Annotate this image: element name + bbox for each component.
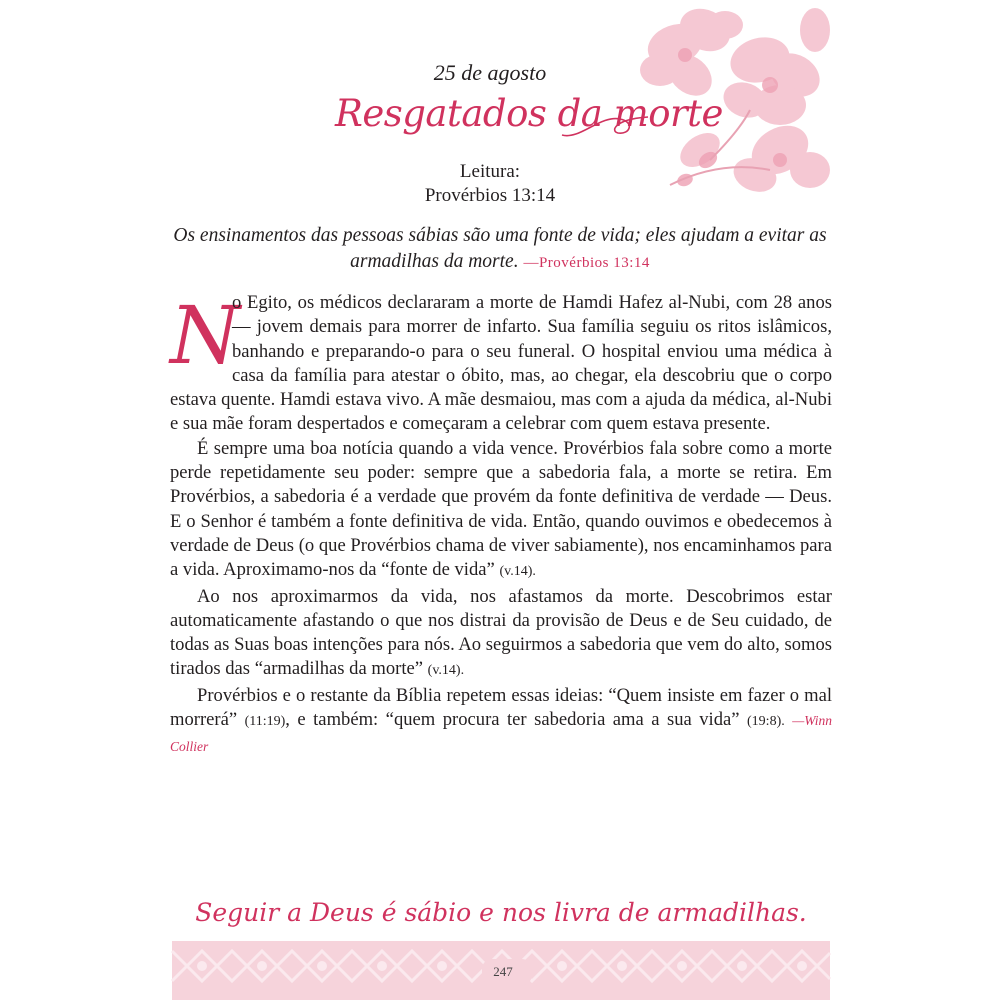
paragraph-1	[170, 291, 832, 437]
paragraph-4a-text: Provérbios e o restante da Bíblia repetem essas ideias: “Quem insiste em fazer o mal morrerá”	[170, 684, 832, 731]
devotional-body	[170, 291, 832, 760]
paragraph-4b-text: , e também: “quem procura ter sabedoria ama a sua vida”	[285, 709, 740, 731]
paragraph-3-text: Ao nos aproximarmos da vida, nos afastamos da morte. Descobrimos estar automaticamente afastando o que nos distrai da provisão de Deus e de Seu cuidado, de todas as Suas boas intenções para nós. Ao seguirmos a sabedoria que vem do alto, somos tirados das “armadilhas da morte”	[170, 585, 832, 680]
title-swash-ornament	[560, 105, 650, 145]
devotional-title: Resgatados da morte	[335, 92, 723, 135]
paragraph-2-text: É sempre uma boa notícia quando a vida vence. Provérbios fala sobre como a morte perde repetidamente seu poder: sempre que a sabedoria fala, a morte se retira. Em Provérbios, a sabedoria é a verdade que provém da fonte definitiva de verdade — Deus. E o Senhor é também a fonte definitiva de vida. Então, quando ouvimos e obedecemos à verdade de Deus (o que Provérbios chama de viver sabiamente), nos encaminhamos para a vida. Aproximamo-nos da “fonte de vida”	[170, 437, 832, 581]
svg-text:N: N	[170, 289, 240, 382]
date-heading: 25 de agosto	[433, 60, 547, 85]
paragraph-4	[170, 684, 832, 760]
epigraph-text: Os ensinamentos das pessoas sábias são uma fonte de vida; eles ajudam a evitar as armadilhas da morte.	[173, 225, 827, 272]
paragraph-4b-ref: (19:8).	[747, 714, 785, 730]
paragraph-1-text: o Egito, os médicos declararam a morte de Hamdi Hafez al-Nubi, com 28 anos — jovem demais para morrer de infarto. Sua família seguiu os ritos islâmicos, banhando e preparando-o para o seu funeral. O hospital enviou uma médica à casa da família para atestar o óbito, mas, ao chegar, ela descobriu que o corpo estava quente. Hamdi estava vivo. A mãe desmaiou, mas com a ajuda da médica, al-Nubi e sua mãe foram despertados e começaram a celebrar com quem estava presente.	[170, 292, 832, 435]
epigraph-reference: —Provérbios 13:14	[523, 255, 650, 271]
paragraph-4a-ref: (11:19)	[244, 714, 286, 730]
drop-cap-letter	[168, 289, 240, 382]
reading-label: Leitura:	[459, 161, 521, 182]
reading-verse: Provérbios 13:14	[424, 185, 556, 206]
paragraph-2-ref: (v.14).	[499, 564, 536, 580]
closing-thought: Seguir a Deus é sábio e nos livra de armadilhas.	[195, 898, 807, 927]
author-signature: —Winn Collier	[170, 713, 832, 755]
epigraph	[170, 223, 830, 276]
paragraph-2	[170, 437, 832, 585]
paragraph-3	[170, 585, 832, 684]
paragraph-3-ref: (v.14).	[427, 663, 465, 679]
reading-reference	[0, 160, 990, 208]
page-number: 247	[493, 964, 513, 979]
